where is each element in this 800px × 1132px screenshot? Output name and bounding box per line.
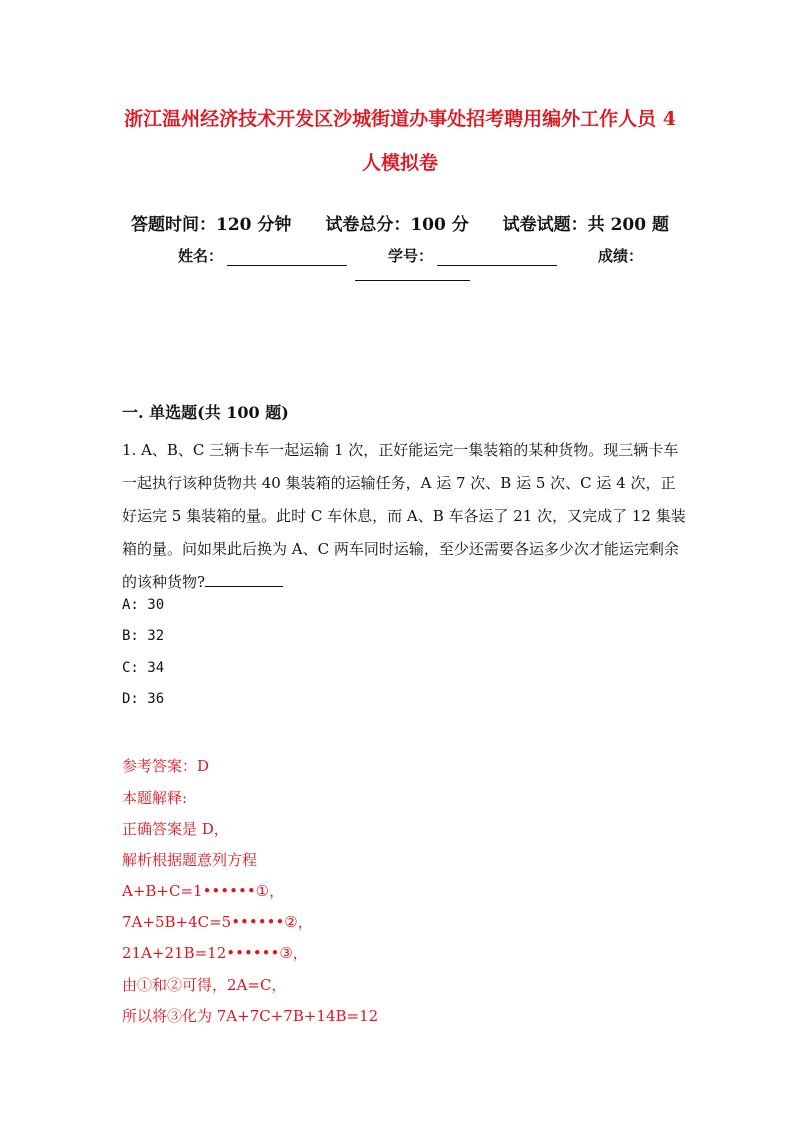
explanation-line: 由①和②可得，2A=C， — [122, 976, 287, 994]
equation-1: A+B+C=1••••••①， — [122, 882, 285, 900]
option-c: C: 34 — [122, 660, 165, 676]
score-label: 成绩： — [598, 247, 644, 265]
equation-2: 7A+5B+4C=5••••••②， — [122, 913, 313, 931]
explanation-label: 本题解释: — [122, 789, 188, 807]
document-title-line1: 浙江温州经济技术开发区沙城街道办事处招考聘用编外工作人员 4 — [124, 108, 676, 130]
equation-3: 21A+21B=12••••••③， — [122, 944, 308, 962]
section-heading: 一. 单选题(共 100 题) — [122, 403, 289, 422]
option-d: D: 36 — [122, 691, 165, 707]
name-label: 姓名： — [178, 247, 224, 265]
question-1 — [122, 434, 687, 599]
name-blank[interactable] — [227, 247, 347, 266]
document-title-line2: 人模拟卷 — [361, 152, 438, 174]
question-text: 1. A、B、C 三辆卡车一起运输 1 次，正好能运完一集装箱的某种货物。现三辆卡车一起执行该种货物共 40 集装箱的运输任务，A 运 7 次、B 运 5 次、C 运 4 次，正好运完 5 集装箱的量。此时 C 车休息，而 A、B 车各运了 21 次，又完成了 12 集装箱的量。问如果此后换为 A、C 两车同时运输，至少还需要各运多少次才能运完剩余的该种货物? — [122, 441, 686, 591]
correct-answer: 正确答案是 D， — [122, 820, 229, 838]
option-a: A: 30 — [122, 597, 165, 613]
explanation-line: 解析根据题意列方程 — [122, 851, 258, 869]
exam-meta — [0, 210, 800, 235]
exam-total-score: 试卷总分：100 分 — [325, 215, 469, 235]
score-blank[interactable] — [355, 280, 470, 281]
exam-question-count: 试卷试题：共 200 题 — [502, 215, 669, 235]
explanation-line: 所以将③化为 7A+7C+7B+14B=12 — [122, 1007, 379, 1025]
student-id-blank[interactable] — [437, 247, 557, 266]
option-b: B: 32 — [122, 628, 165, 644]
answer-blank — [205, 568, 283, 587]
reference-answer: 参考答案：D — [122, 757, 210, 775]
student-id-label: 学号： — [388, 247, 434, 265]
exam-time: 答题时间：120 分钟 — [131, 215, 292, 235]
